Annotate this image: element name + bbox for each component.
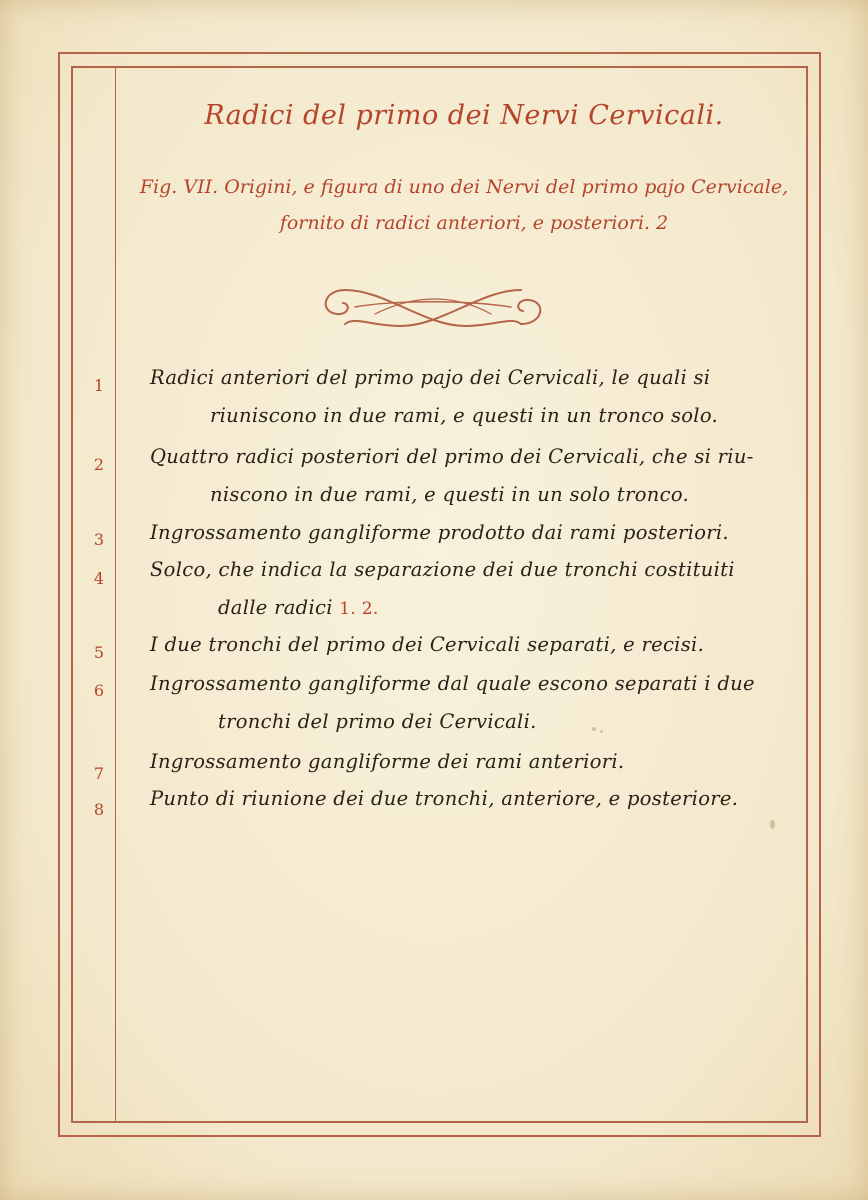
figure-caption-line-1: Fig. VII. Origini, e figura di uno dei Nervi del primo pajo Cervicale, [139,176,789,198]
item-number: 5 [93,643,105,662]
item-text: dalle radici [218,596,333,619]
calligraphic-flourish [315,276,551,338]
item-text: Ingrossamento gangliforme prodotto dai rami posteriori. [150,521,729,544]
figure-caption-line-2: fornito di radici anteriori, e posteriori. 2 [279,212,669,234]
item-text: Ingrossamento gangliforme dei rami anteriori. [150,750,625,773]
item-number: 1 [93,376,105,395]
item-number: 3 [93,530,105,549]
item-number: 8 [93,800,105,819]
item-text: Punto di riunione dei due tronchi, anteriore, e posteriore. [150,787,739,810]
item-number: 7 [93,764,105,783]
item-text: I due tronchi del primo dei Cervicali separati, e recisi. [150,633,705,656]
item-number: 4 [93,569,105,588]
item-text: tronchi del primo dei Cervicali. [218,710,537,733]
item-text: Ingrossamento gangliforme dal quale escono separati i due [150,672,755,695]
item-text: Quattro radici posteriori del primo dei Cervicali, che si riu- [150,445,754,468]
item-text: Solco, che indica la separazione dei due tronchi costituiti [150,558,735,581]
paper-spot [600,730,603,733]
item-text: riuniscono in due rami, e questi in un tronco solo. [210,404,719,427]
paper-spot [592,727,596,731]
margin-rule [115,66,116,1123]
item-text: Radici anteriori del primo pajo dei Cervicali, le quali si [150,366,711,389]
page-title: Radici del primo dei Nervi Cervicali. [204,100,724,131]
paper-spot [770,820,775,829]
item-text-with-ref [218,596,379,619]
item-text: niscono in due rami, e questi in un solo tronco. [210,483,690,506]
figure-reference: 1. 2. [339,599,379,619]
item-number: 6 [93,681,105,700]
item-number: 2 [93,455,105,474]
